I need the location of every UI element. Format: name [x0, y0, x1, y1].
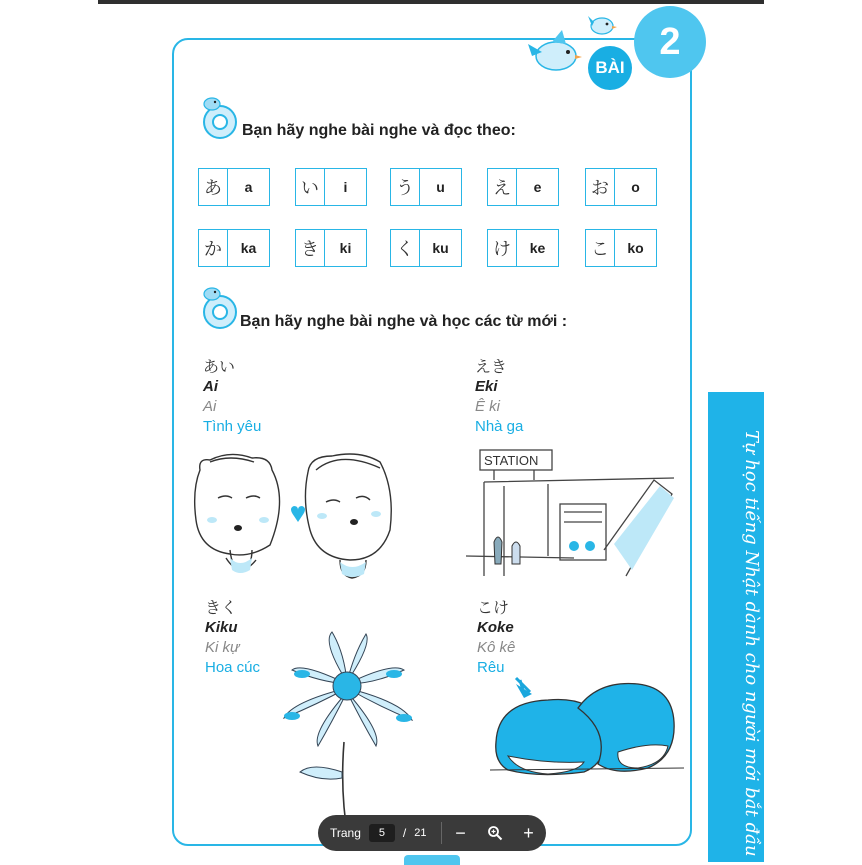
kana-box-o	[585, 168, 657, 206]
kana-box-u	[390, 168, 462, 206]
kana-box-ka	[198, 229, 270, 267]
kana-romaji: ka	[240, 240, 257, 256]
kana-char: え	[488, 169, 517, 205]
total-pages: 21	[414, 827, 427, 839]
zoom-out-button[interactable]: −	[455, 822, 466, 843]
vocab-kana: えき	[475, 357, 508, 376]
kana-char: か	[199, 230, 228, 266]
top-bar	[98, 0, 764, 4]
kana-char: こ	[586, 230, 615, 266]
kana-box-ke	[487, 229, 559, 267]
station-illustration	[464, 446, 684, 586]
kana-romaji: u	[436, 179, 445, 195]
vocab-kana: こけ	[477, 598, 510, 617]
kana-box-a	[198, 168, 270, 206]
kana-char: う	[391, 169, 420, 205]
moss-rocks-illustration	[488, 672, 686, 782]
kana-romaji: ko	[627, 240, 644, 256]
kana-char: き	[296, 230, 325, 266]
vocab-reading: Kô kê	[477, 639, 516, 656]
bird-illustration	[522, 22, 592, 78]
vocab-meaning: Hoa cúc	[205, 659, 261, 676]
kana-box-i	[295, 168, 367, 206]
vocab-reading: Ê ki	[475, 398, 501, 415]
page-number-tab	[404, 855, 460, 865]
kana-romaji: e	[533, 179, 542, 195]
vocab-romaji: Kiku	[205, 619, 238, 636]
kana-romaji: ki	[339, 240, 352, 256]
vocab-item-koke	[477, 598, 515, 678]
kana-char: い	[296, 169, 325, 205]
audio-disc-icon	[200, 94, 244, 140]
kana-char: あ	[199, 169, 228, 205]
page-separator: /	[402, 826, 407, 840]
kana-romaji: i	[343, 179, 348, 195]
vocab-kana: きく	[205, 598, 238, 617]
current-page-input[interactable]: 5	[369, 824, 395, 842]
station-sign: STATION	[484, 453, 539, 468]
toolbar-divider	[441, 822, 442, 844]
kana-romaji: ku	[432, 240, 449, 256]
lesson-number-badge	[634, 6, 706, 78]
lesson-word: BÀI	[595, 58, 625, 77]
page-label: Trang	[330, 826, 361, 840]
kana-box-e	[487, 168, 559, 206]
vocab-reading: Ki kự	[205, 639, 240, 656]
kana-romaji: o	[631, 179, 640, 195]
vocab-meaning: Tình yêu	[203, 418, 262, 435]
kana-char: く	[391, 230, 420, 266]
kana-box-ku	[390, 229, 462, 267]
audio-disc-icon	[200, 284, 244, 330]
magnifier-icon	[487, 825, 503, 841]
small-bird-illustration	[584, 8, 620, 38]
viewer-toolbar	[318, 815, 546, 851]
kana-char: け	[488, 230, 517, 266]
couple-illustration	[190, 450, 410, 585]
chrysanthemum-illustration	[262, 622, 432, 840]
vocab-meaning: Rêu	[477, 659, 505, 676]
section-1-instruction: Bạn hãy nghe bài nghe và đọc theo:	[242, 122, 516, 139]
vocab-item-ai	[203, 357, 261, 437]
kana-romaji: a	[244, 179, 253, 195]
kana-char: お	[586, 169, 615, 205]
zoom-button[interactable]	[480, 818, 510, 848]
vocab-romaji: Koke	[477, 619, 514, 636]
vocab-meaning: Nhà ga	[475, 418, 524, 435]
kana-romaji: ke	[529, 240, 546, 256]
lesson-number: 2	[659, 20, 681, 63]
vocab-reading: Ai	[203, 398, 217, 415]
lesson-word-badge	[588, 46, 632, 90]
vocab-item-eki	[475, 357, 523, 437]
vocab-romaji: Ai	[203, 378, 218, 395]
kana-box-ko	[585, 229, 657, 267]
vocab-romaji: Eki	[475, 378, 498, 395]
zoom-in-button[interactable]: +	[523, 822, 534, 843]
kana-box-ki	[295, 229, 367, 267]
vocab-item-kiku	[205, 598, 260, 678]
section-2-instruction: Bạn hãy nghe bài nghe và học các từ mới :	[240, 313, 568, 330]
side-banner-text: Tự học tiếng Nhật dành cho người mới bắt đầu	[741, 430, 762, 857]
vocab-kana: あい	[203, 357, 236, 376]
